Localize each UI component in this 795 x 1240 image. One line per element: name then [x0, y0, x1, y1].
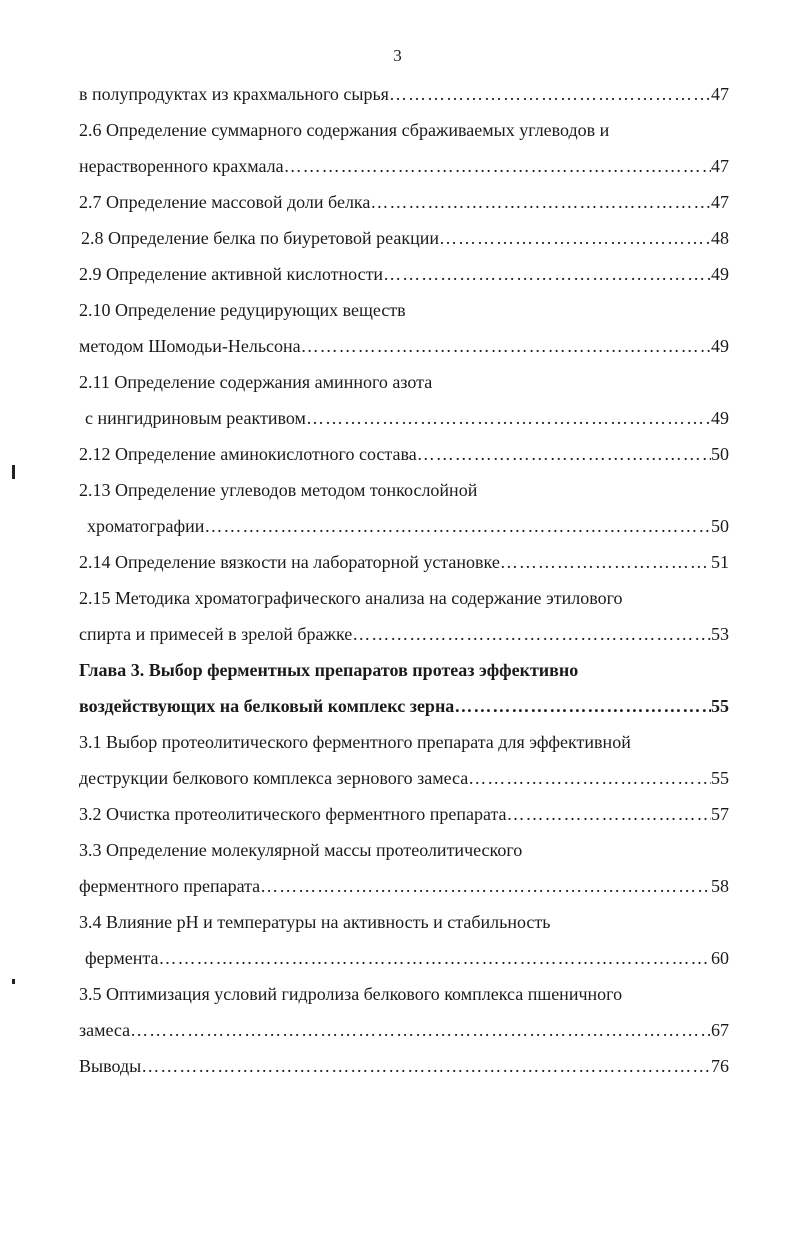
toc-entry-title: нерастворенного крахмала — [79, 156, 284, 176]
toc-leader-dots — [158, 944, 711, 972]
toc-entry — [79, 692, 729, 728]
toc-leader-dots — [417, 440, 711, 468]
toc-leader-dots — [389, 80, 711, 108]
toc-entry-title: 2.8 Определение белка по биуретовой реакции — [81, 228, 440, 248]
toc-entry-title: Выводы — [79, 1056, 142, 1076]
toc-entry-title: 2.12 Определение аминокислотного состава — [79, 444, 417, 464]
toc-entry — [79, 872, 729, 908]
toc-entry-title: 2.14 Определение вязкости на лабораторной установке — [79, 552, 500, 572]
toc-leader-dots — [306, 404, 711, 432]
toc-entry-title: фермента — [85, 948, 159, 968]
toc-entry — [79, 1052, 729, 1088]
toc-entry — [79, 188, 729, 224]
toc-entry — [79, 332, 729, 368]
toc-leader-dots — [284, 152, 711, 180]
toc-page-number: 51 — [711, 552, 729, 572]
toc-entry — [79, 512, 729, 548]
toc-entry-title: с нингидриновым реактивом — [85, 408, 306, 428]
toc-entry-title: деструкции белкового комплекса зернового замеса — [79, 768, 469, 788]
toc-page-number: 58 — [711, 876, 729, 896]
toc-leader-dots — [383, 260, 711, 288]
toc-entry-title: замеса — [79, 1020, 131, 1040]
toc-page-number: 67 — [711, 1020, 729, 1040]
toc-entry — [79, 548, 729, 584]
toc-page-number: 47 — [711, 84, 729, 104]
toc-entry — [79, 908, 729, 944]
scan-artifact — [12, 465, 15, 479]
toc-entry-title: методом Шомодьи-Нельсона — [79, 336, 301, 356]
toc-entry — [79, 476, 729, 512]
toc-entry — [79, 836, 729, 872]
toc-entry — [79, 404, 729, 440]
toc-leader-dots — [370, 188, 711, 216]
toc-page-number: 76 — [711, 1056, 729, 1076]
toc-entry — [79, 296, 729, 332]
toc-entry-title: 3.4 Влияние рН и температуры на активность и стабильность — [79, 912, 551, 932]
toc-entry-title: ферментного препарата — [79, 876, 261, 896]
toc-leader-dots — [500, 548, 711, 576]
toc-leader-dots — [352, 620, 711, 648]
scan-artifact — [12, 979, 15, 984]
toc-entry — [79, 368, 729, 404]
page-number: 3 — [393, 46, 402, 65]
toc-leader-dots — [468, 764, 711, 792]
toc-entry — [79, 1016, 729, 1052]
toc-entry — [79, 116, 729, 152]
toc-entry — [79, 224, 729, 260]
toc-page-number: 57 — [711, 804, 729, 824]
toc-entry-title: Глава 3. Выбор ферментных препаратов протеаз эффективно — [79, 660, 579, 680]
toc-leader-dots — [454, 692, 711, 720]
toc-entry-title: 2.11 Определение содержания аминного азота — [79, 372, 433, 392]
toc-leader-dots — [204, 512, 711, 540]
toc-page-number: 49 — [711, 408, 729, 428]
toc-entry — [79, 656, 729, 692]
toc-entry — [79, 584, 729, 620]
toc-entry-title: 2.9 Определение активной кислотности — [79, 264, 384, 284]
toc-entry — [79, 260, 729, 296]
toc-entry-title: 3.3 Определение молекулярной массы протеолитического — [79, 840, 523, 860]
toc-entry-title: воздействующих на белковый комплекс зерна — [79, 696, 455, 716]
toc-leader-dots — [439, 224, 711, 252]
toc-page-number: 55 — [711, 696, 729, 716]
toc-entry-title: 2.10 Определение редуцирующих веществ — [79, 300, 406, 320]
toc-page-number: 55 — [711, 768, 729, 788]
toc-entry — [79, 764, 729, 800]
toc-page-number: 49 — [711, 264, 729, 284]
toc-entry-title: 3.5 Оптимизация условий гидролиза белкового комплекса пшеничного — [79, 984, 623, 1004]
toc-page-number: 50 — [711, 516, 729, 536]
toc-leader-dots — [141, 1052, 711, 1080]
toc-leader-dots — [507, 800, 711, 828]
toc-entry-title: 3.1 Выбор протеолитического ферментного препарата для эффективной — [79, 732, 631, 752]
toc-page-number: 50 — [711, 444, 729, 464]
toc-entry — [79, 80, 729, 116]
toc-leader-dots — [130, 1016, 711, 1044]
toc-leader-dots — [260, 872, 711, 900]
toc-entry — [79, 980, 729, 1016]
toc-entry-title: в полупродуктах из крахмального сырья — [79, 84, 389, 104]
toc-entry-title: 2.15 Методика хроматографического анализа на содержание этилового — [79, 588, 623, 608]
toc-page-number: 53 — [711, 624, 729, 644]
toc-entry — [79, 440, 729, 476]
table-of-contents — [79, 80, 729, 1088]
toc-page-number: 47 — [711, 156, 729, 176]
toc-entry-title: 2.6 Определение суммарного содержания сбраживаемых углеводов и — [79, 120, 610, 140]
toc-page-number: 60 — [711, 948, 729, 968]
toc-entry-title: спирта и примесей в зрелой бражке — [79, 624, 353, 644]
toc-entry-title: 2.7 Определение массовой доли белка — [79, 192, 371, 212]
toc-entry — [79, 800, 729, 836]
toc-page-number: 48 — [711, 228, 729, 248]
toc-entry — [79, 728, 729, 764]
toc-entry — [79, 152, 729, 188]
toc-entry-title: 2.13 Определение углеводов методом тонкослойной — [79, 480, 478, 500]
toc-page-number: 47 — [711, 192, 729, 212]
toc-entry-title: хроматографии — [87, 516, 205, 536]
toc-entry-title: 3.2 Очистка протеолитического ферментного препарата — [79, 804, 507, 824]
toc-leader-dots — [301, 332, 711, 360]
toc-entry — [79, 620, 729, 656]
toc-page-number: 49 — [711, 336, 729, 356]
toc-entry — [79, 944, 729, 980]
